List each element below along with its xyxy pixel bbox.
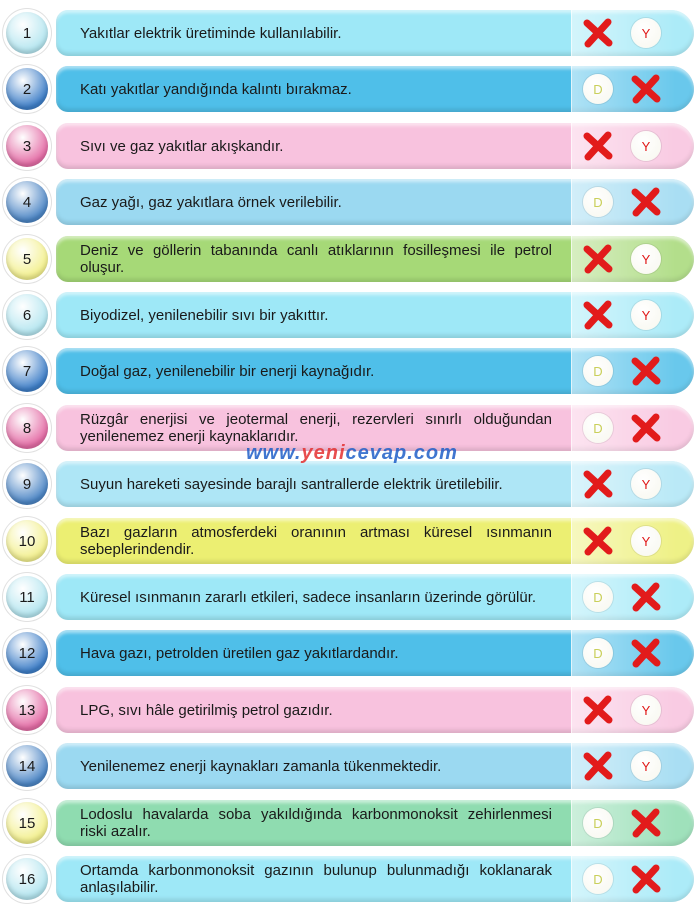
statement-bar — [56, 123, 694, 169]
statement-row — [0, 123, 697, 171]
statement-row — [0, 687, 697, 735]
statement-bar — [56, 179, 694, 225]
answer-area — [571, 66, 694, 112]
statement-text: Doğal gaz, yenilenebilir bir enerji kaynağıdır. — [80, 362, 375, 380]
statement-bar — [56, 743, 694, 789]
statement-bar — [56, 687, 694, 733]
watermark-brand-b: cevap — [345, 442, 408, 464]
statement-row — [0, 518, 697, 566]
cross-mark-icon[interactable] — [628, 410, 664, 446]
cross-mark-icon[interactable] — [628, 579, 664, 615]
statement-bar — [56, 518, 694, 564]
cross-mark-icon[interactable] — [580, 748, 616, 784]
cross-mark-icon[interactable] — [580, 523, 616, 559]
statement-text: Sıvı ve gaz yakıtlar akışkandır. — [80, 137, 284, 155]
statement-row — [0, 800, 697, 848]
option-d-button[interactable]: D — [583, 413, 613, 443]
statement-bar — [56, 348, 694, 394]
answer-area — [571, 461, 694, 507]
statement-text: Ortamda karbonmonoksit gazının bulunup bulunmadığı koklanarak anlaşılabilir. — [80, 862, 552, 896]
cross-mark-icon[interactable] — [628, 353, 664, 389]
option-y-button[interactable]: Y — [631, 18, 661, 48]
watermark — [246, 442, 458, 465]
cross-mark-icon[interactable] — [580, 241, 616, 277]
answer-area — [571, 405, 694, 451]
answer-area — [571, 856, 694, 902]
statement-bar — [56, 461, 694, 507]
cross-mark-icon[interactable] — [628, 861, 664, 897]
cross-mark-icon[interactable] — [628, 184, 664, 220]
question-number: 15 — [6, 802, 48, 844]
statement-bar — [56, 292, 694, 338]
statement-row — [0, 292, 697, 340]
option-y-button[interactable]: Y — [631, 526, 661, 556]
cross-mark-icon[interactable] — [628, 805, 664, 841]
statement-row — [0, 856, 697, 904]
option-d-button[interactable]: D — [583, 864, 613, 894]
question-number: 9 — [6, 463, 48, 505]
watermark-prefix: www. — [246, 442, 302, 464]
statement-text: Deniz ve göllerin tabanında canlı atıklarının fosilleşmesi ile petrol oluşur. — [80, 242, 552, 276]
option-d-button[interactable]: D — [583, 808, 613, 838]
watermark-brand-a: yeni — [301, 442, 346, 464]
answer-area — [571, 292, 694, 338]
question-number: 16 — [6, 858, 48, 900]
answer-area — [571, 179, 694, 225]
statement-bar — [56, 236, 694, 282]
option-y-button[interactable]: Y — [631, 244, 661, 274]
option-d-button[interactable]: D — [583, 638, 613, 668]
cross-mark-icon[interactable] — [580, 466, 616, 502]
watermark-suffix: .com — [407, 442, 458, 464]
option-d-button[interactable]: D — [583, 582, 613, 612]
option-d-button[interactable]: D — [583, 187, 613, 217]
cross-mark-icon[interactable] — [580, 15, 616, 51]
option-y-button[interactable]: Y — [631, 751, 661, 781]
statement-bar — [56, 66, 694, 112]
answer-area — [571, 10, 694, 56]
cross-mark-icon[interactable] — [628, 635, 664, 671]
statement-row — [0, 574, 697, 622]
answer-area — [571, 800, 694, 846]
question-number: 11 — [6, 576, 48, 618]
cross-mark-icon[interactable] — [580, 128, 616, 164]
statement-text: Yakıtlar elektrik üretiminde kullanılabilir. — [80, 24, 342, 42]
option-d-button[interactable]: D — [583, 74, 613, 104]
question-number: 3 — [6, 125, 48, 167]
statement-text: Biyodizel, yenilenebilir sıvı bir yakıttır. — [80, 306, 329, 324]
statement-text: Yenilenemez enerji kaynakları zamanla tükenmektedir. — [80, 757, 442, 775]
statement-row — [0, 630, 697, 678]
statement-row — [0, 348, 697, 396]
question-number: 7 — [6, 350, 48, 392]
statement-text: Katı yakıtlar yandığında kalıntı bırakmaz. — [80, 80, 352, 98]
statement-bar — [56, 856, 694, 902]
statement-bar — [56, 630, 694, 676]
cross-mark-icon[interactable] — [580, 692, 616, 728]
statement-row — [0, 66, 697, 114]
statement-text: Suyun hareketi sayesinde barajlı santrallerde elektrik üretilebilir. — [80, 475, 503, 493]
statement-row — [0, 10, 697, 58]
statement-text: LPG, sıvı hâle getirilmiş petrol gazıdır. — [80, 701, 333, 719]
option-y-button[interactable]: Y — [631, 695, 661, 725]
statement-row — [0, 236, 697, 284]
question-number: 6 — [6, 294, 48, 336]
question-number: 14 — [6, 745, 48, 787]
question-number: 4 — [6, 181, 48, 223]
cross-mark-icon[interactable] — [580, 297, 616, 333]
answer-area — [571, 518, 694, 564]
statement-row — [0, 179, 697, 227]
statement-text: Gaz yağı, gaz yakıtlara örnek verilebilir. — [80, 193, 342, 211]
question-number: 2 — [6, 68, 48, 110]
question-number: 5 — [6, 238, 48, 280]
option-d-button[interactable]: D — [583, 356, 613, 386]
statement-row — [0, 743, 697, 791]
cross-mark-icon[interactable] — [628, 71, 664, 107]
answer-area — [571, 348, 694, 394]
option-y-button[interactable]: Y — [631, 131, 661, 161]
answer-area — [571, 123, 694, 169]
statement-row — [0, 461, 697, 509]
statement-text: Küresel ısınmanın zararlı etkileri, sadece insanların üzerinde görülür. — [80, 588, 537, 606]
answer-area — [571, 630, 694, 676]
question-number: 13 — [6, 689, 48, 731]
statement-bar — [56, 10, 694, 56]
answer-area — [571, 743, 694, 789]
question-number: 10 — [6, 520, 48, 562]
statement-text: Bazı gazların atmosferdeki oranının artması küresel ısınmanın sebeplerindendir. — [80, 524, 552, 558]
answer-area — [571, 574, 694, 620]
question-number: 12 — [6, 632, 48, 674]
statement-text: Hava gazı, petrolden üretilen gaz yakıtlardandır. — [80, 644, 399, 662]
option-y-button[interactable]: Y — [631, 469, 661, 499]
statement-text: Rüzgâr enerjisi ve jeotermal enerji, rezervleri sınırlı olduğundan yenilenemez enerji kaynaklarıdır. — [80, 411, 552, 445]
question-number: 1 — [6, 12, 48, 54]
statement-text: Lodoslu havalarda soba yakıldığında karbonmonoksit zehirlenmesi riski azalır. — [80, 806, 552, 840]
answer-area — [571, 236, 694, 282]
statement-bar — [56, 574, 694, 620]
question-number: 8 — [6, 407, 48, 449]
statement-bar — [56, 800, 694, 846]
answer-area — [571, 687, 694, 733]
option-y-button[interactable]: Y — [631, 300, 661, 330]
